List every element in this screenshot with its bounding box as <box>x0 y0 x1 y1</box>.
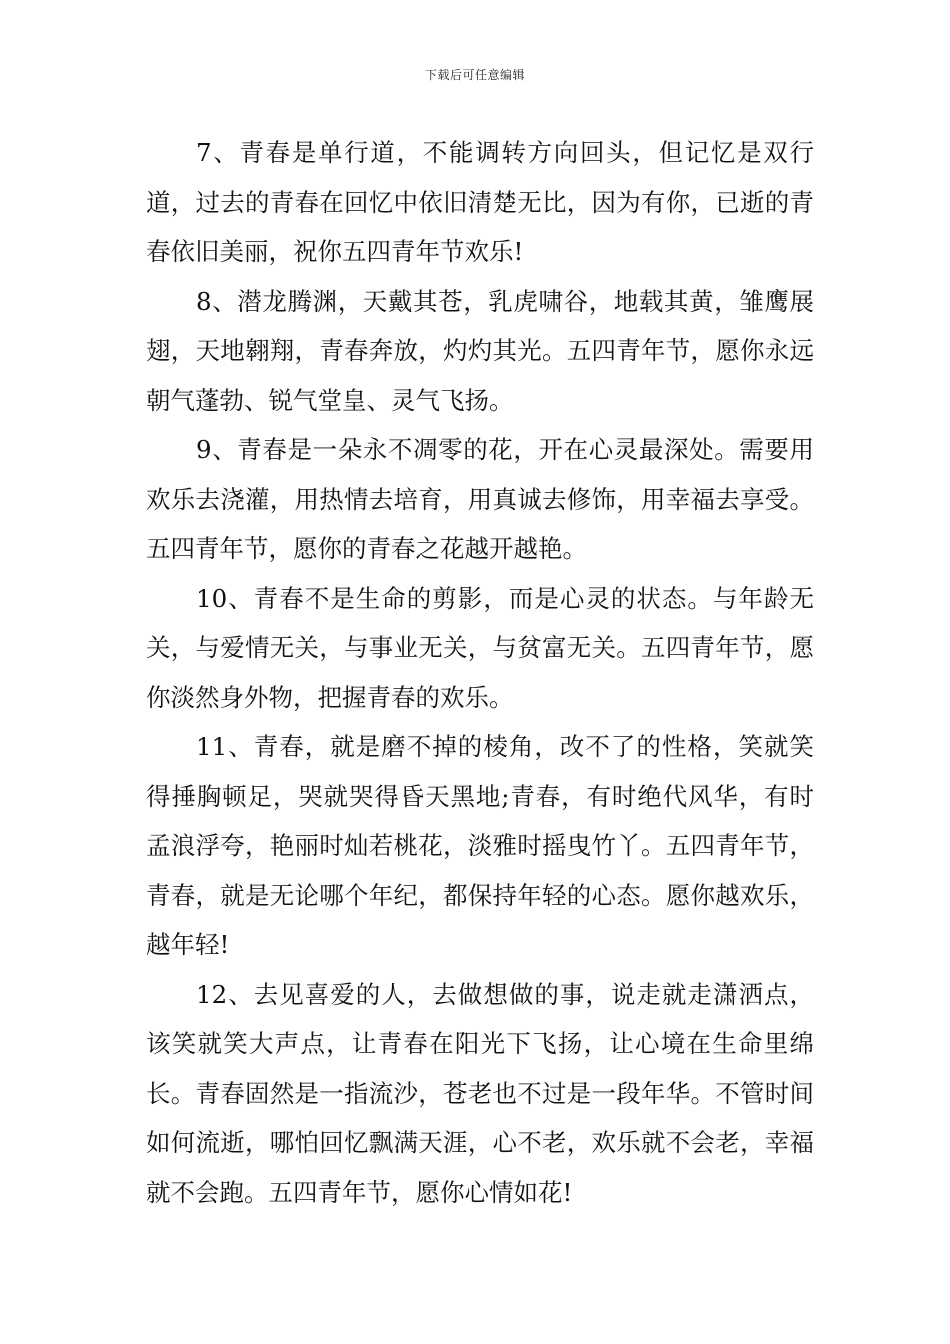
document-body <box>146 128 814 1217</box>
paragraph-11: 11、青春，就是磨不掉的棱角，改不了的性格，笑就笑得捶胸顿足，哭就哭得昏天黑地;青春，有时绝代风华，有时孟浪浮夸，艳丽时灿若桃花，淡雅时摇曳竹丫。五四青年节，青春，就是无论哪个年纪，都保持年轻的心态。愿你越欢乐，越年轻! <box>146 732 814 959</box>
paragraph-8: 8、潜龙腾渊，天戴其苍，乳虎啸谷，地载其黄，雏鹰展翅，天地翱翔，青春奔放，灼灼其光。五四青年节，愿你永远朝气蓬勃、锐气堂皇、灵气飞扬。 <box>146 286 814 415</box>
paragraph-12: 12、去见喜爱的人，去做想做的事，说走就走潇洒点，该笑就笑大声点，让青春在阳光下飞扬，让心境在生命里绵长。青春固然是一指流沙，苍老也不过是一段年华。不管时间如何流逝，哪怕回忆飘满天涯，心不老，欢乐就不会老，幸福就不会跑。五四青年节，愿你心情如花! <box>146 979 814 1207</box>
paragraph-9: 9、青春是一朵永不凋零的花，开在心灵最深处。需要用欢乐去浇灌，用热情去培育，用真诚去修饰，用幸福去享受。五四青年节，愿你的青春之花越开越艳。 <box>146 435 814 563</box>
paragraph-10: 10、青春不是生命的剪影，而是心灵的状态。与年龄无关，与爱情无关，与事业无关，与贫富无关。五四青年节，愿你淡然身外物，把握青春的欢乐。 <box>146 583 814 712</box>
header-note: 下载后可任意编辑 <box>424 68 525 82</box>
paragraph-7: 7、青春是单行道，不能调转方向回头，但记忆是双行道，过去的青春在回忆中依旧清楚无比，因为有你，已逝的青春依旧美丽，祝你五四青年节欢乐! <box>146 138 814 266</box>
